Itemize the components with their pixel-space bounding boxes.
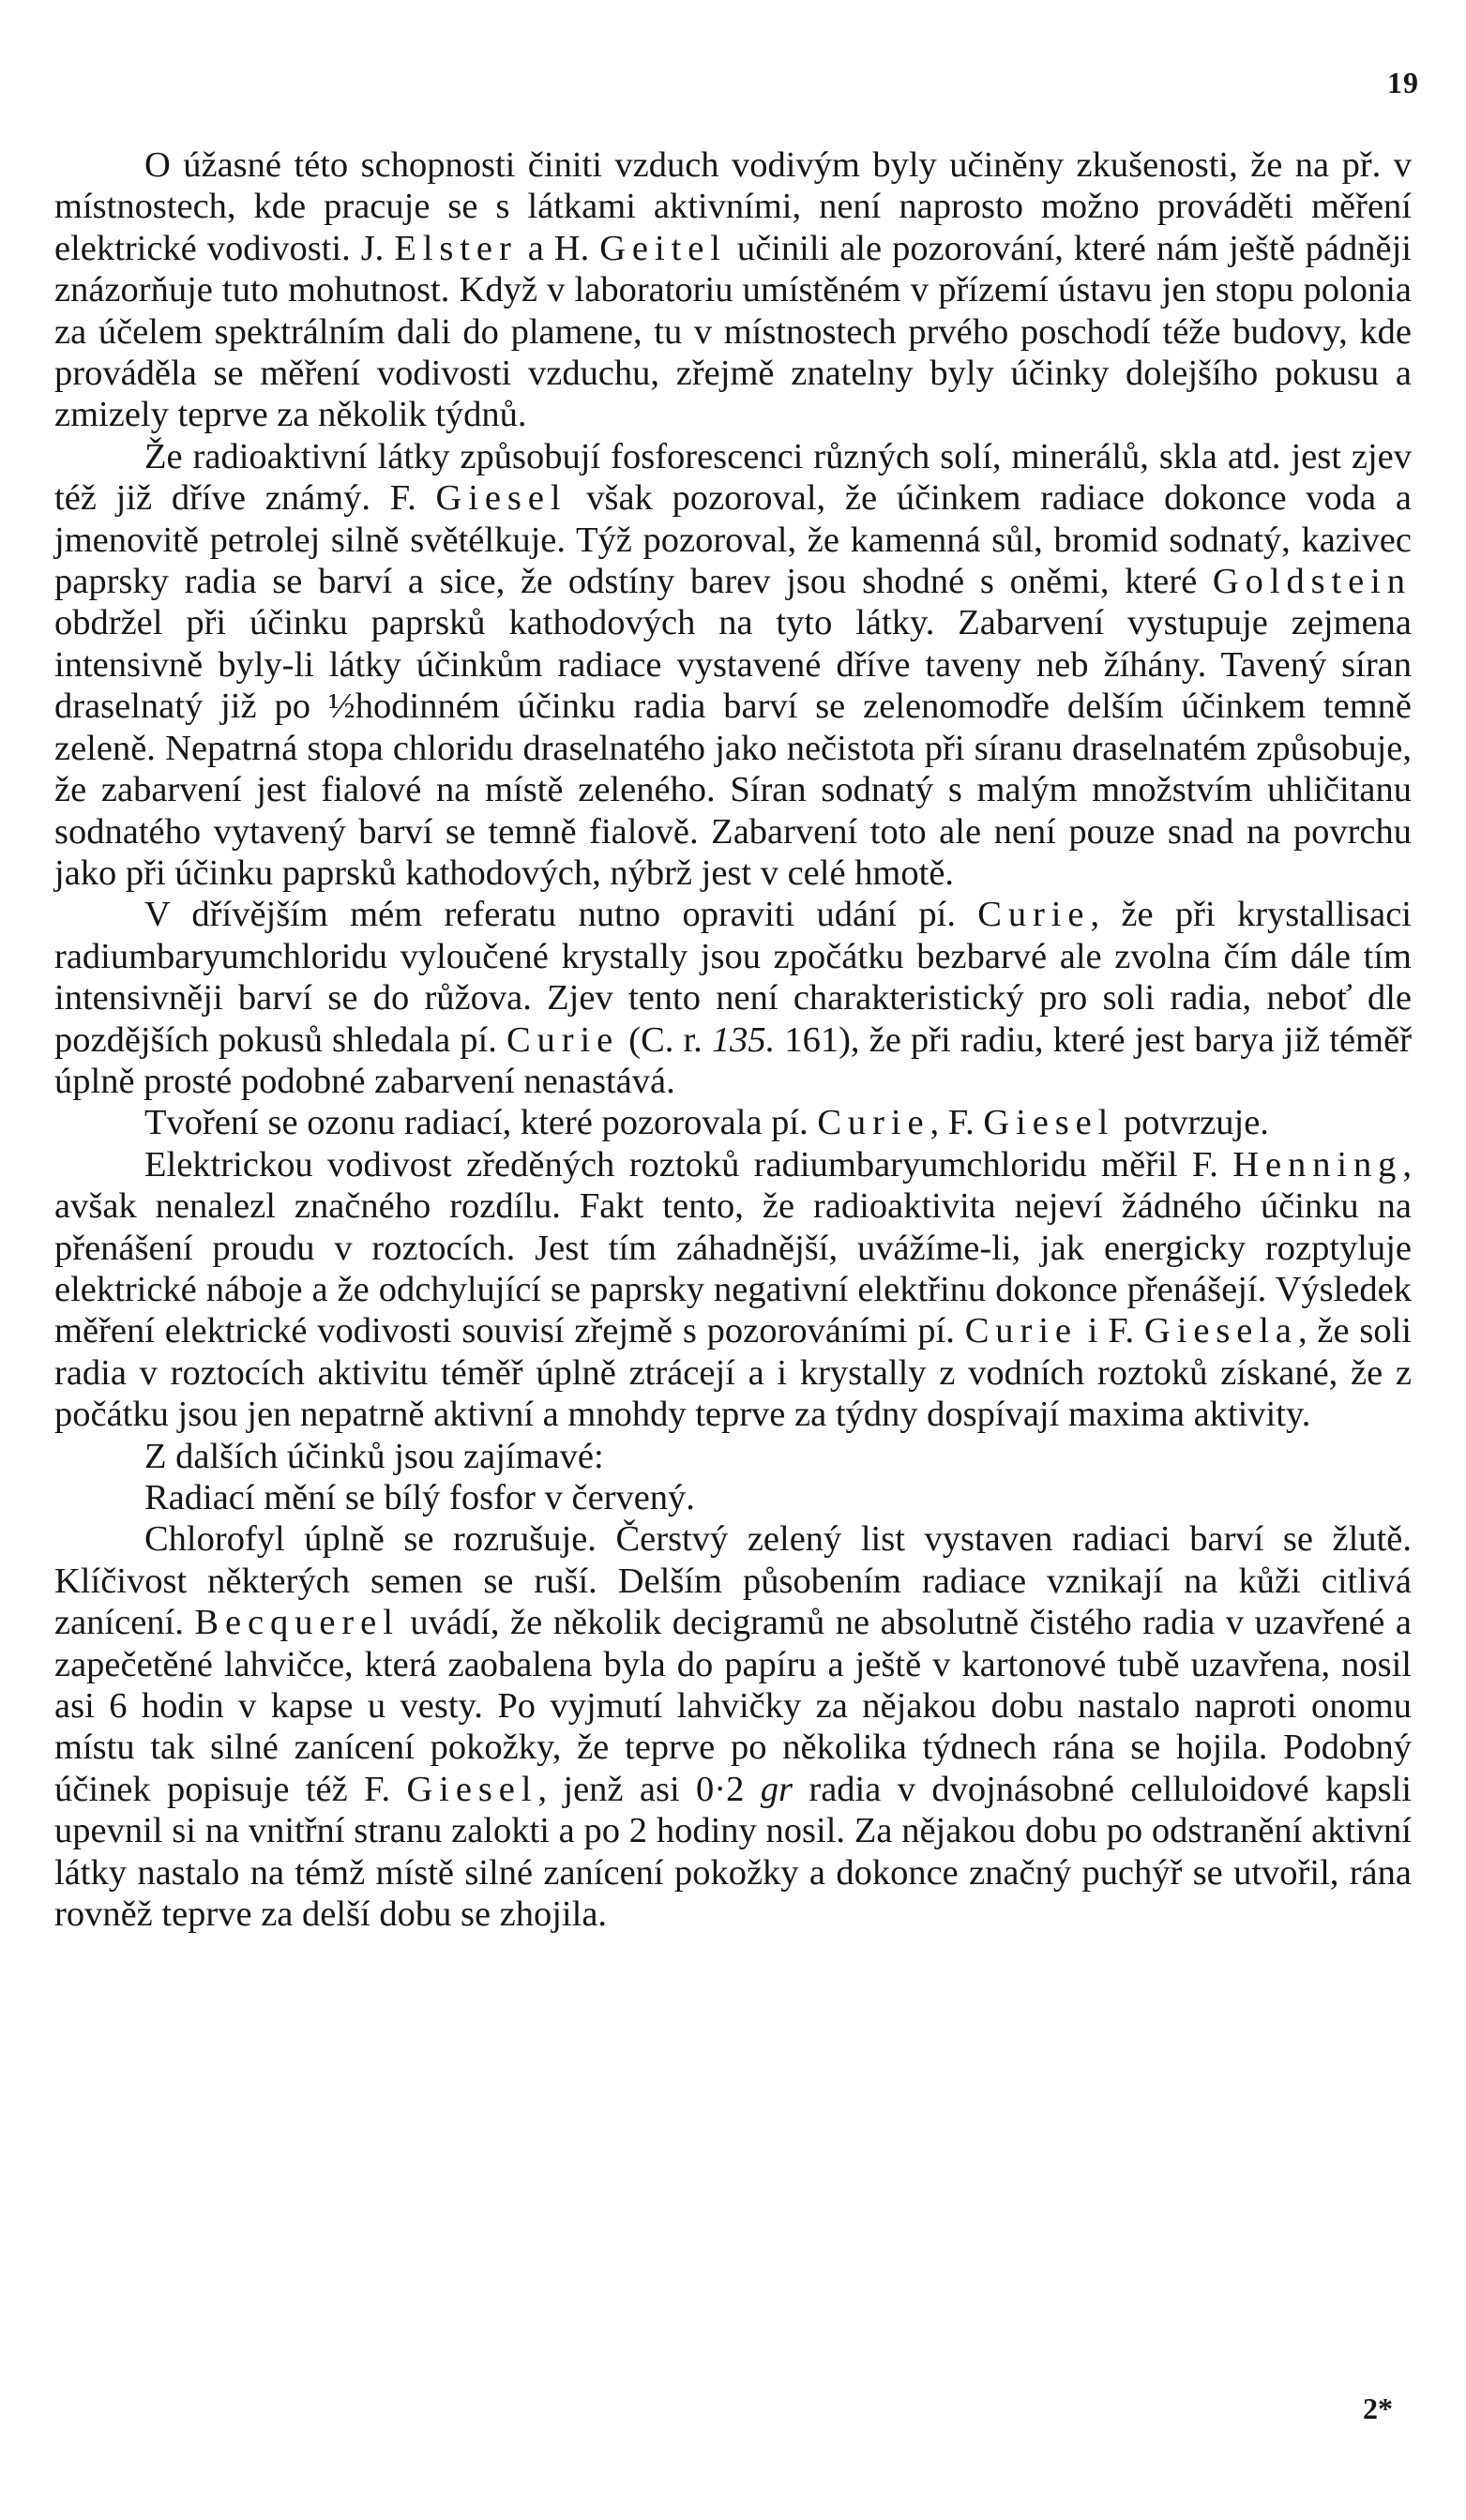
- paragraph-6: [54, 1436, 1412, 1477]
- paragraph-7: [54, 1477, 1412, 1518]
- text-run: hodinném účinku radia barví se zelenomodře delším účinkem temně zeleně. Nepatrná stopa chloridu draselnatého jako nečistota při síranu draselnatém způsobuje, že zabarvení jest fialové na místě zeleného. Síran sodnatý s malým množstvím uhličitanu sodnatého vytavený barví se temně fialově. Zabarvení toto ale není pouze snad na povrchu jako při účinku paprsků kathodových, nýbrž jest v celé hmotě.: [54, 687, 1412, 893]
- text-run: Tvoření se ozonu radiací, které pozorovala pí.: [144, 1103, 818, 1143]
- author-name: Giesel: [435, 478, 567, 519]
- text-run: , F.: [929, 1103, 984, 1143]
- text-run: Radiací mění se bílý fosfor v červený.: [144, 1478, 695, 1517]
- page-number: 19: [1387, 66, 1419, 99]
- volume-number: 135.: [711, 1019, 776, 1060]
- unit: gr: [760, 1769, 793, 1809]
- text-run: uvádí, že několik decigramů ne absolutně čistého radia v uzavřené a zapečetěné lahvičce, která zaobalena byla do papíru a ještě v kartonové tubě uzavřena, nosil asi 6 hodin v kapse u vesty. Po vyjmutí lahvičky za nějakou dobu nastalo naproti onomu místu tak silné zanícení pokožky, že teprve po několika týdnech rána se hojila. Podobný účinek popisuje též F.: [54, 1603, 1412, 1809]
- paragraph-8: [54, 1518, 1412, 1935]
- text-run: , avšak nenalezl značného rozdílu. Fakt tento, že radioaktivita nejeví žádného účinku na přenášení proudu v roztocích. Jest tím záhadnější, uvážíme-li, jak energicky rozptyluje elektrické náboje a že odchylující se paprsky negativní elektřinu dokonce přenášejí. Výsledek měření elektrické vodivosti souvisí zřejmě s pozorováními pí.: [54, 1144, 1412, 1351]
- text-run: Chlorofyl úplně se rozrušuje. Čerstvý zelený list vystaven radiaci barví se žlutě. Klíčivost některých semen se ruší. Delším působením radiace vznikají na kůži citlivá zanícení.: [54, 1519, 1412, 1643]
- paragraph-2: [54, 436, 1412, 894]
- text-run: učinili ale pozorování, které nám ještě pádněji znázorňuje tuto mohutnost. Když v laboratoriu umístěném v přízemí ústavu jen stopu polonia za účelem spektrálním dali do plamene, tu v místnostech prvého poschodí téže budovy, kde prováděla se měření vodivosti vzduchu, zřejmě znatelny byly účinky dolejšího pokusu a zmizely teprve za několik týdnů.: [54, 228, 1412, 435]
- text-run: obdržel při účinku paprsků kathodových na tyto látky. Zabarvení vystupuje zejmena intensivně byly-li látky účinkům radiace vystavené dříve taveny neb žíhány. Tavený síran draselnatý již po: [54, 603, 1412, 727]
- author-name: Giesel: [406, 1769, 538, 1809]
- author-name: Curie: [506, 1019, 620, 1060]
- signature-mark: 2*: [1363, 2392, 1393, 2425]
- author-name: Curie: [964, 1311, 1078, 1351]
- text-run: , že při krystallisaci radiumbaryumchloridu vyloučené krystally jsou zpočátku bezbarvé ale zvolna čím dále tím intensivněji barví se do růžova. Zjev tento není charakteristický pro soli radia, neboť dle pozdějších pokusů shledala pí.: [54, 895, 1412, 1060]
- text-run: Z dalších účinků jsou zajímavé:: [144, 1436, 604, 1476]
- author-name: Henning: [1232, 1144, 1403, 1185]
- text-run: , jenž asi 0·2: [537, 1769, 761, 1809]
- text-run: Elektrickou vodivost zředěných roztoků radiumbaryumchloridu měřil F.: [144, 1144, 1233, 1185]
- author-name: Elster: [394, 228, 518, 268]
- paragraph-3: [54, 894, 1412, 1102]
- paragraph-1: [54, 144, 1412, 436]
- author-name: Curie: [977, 895, 1091, 935]
- paragraph-5: [54, 1144, 1412, 1436]
- text-run: potvrzuje.: [1114, 1103, 1269, 1143]
- author-name: Curie: [817, 1103, 930, 1143]
- text-run: V dřívějším mém referatu nutno opraviti udání pí.: [144, 895, 978, 935]
- author-name: Geitel: [599, 228, 727, 268]
- text-run: a H.: [517, 228, 600, 268]
- fraction: ½: [327, 687, 355, 727]
- text-run: (C. r.: [619, 1019, 712, 1060]
- text-run: , že soli radia v roztocích aktivitu téměř úplně ztrácejí a i krystally z vodních roztoků získané, že z počátku jsou jen nepatrně aktivní a mnohdy teprve za týdny dospívají maxima aktivity.: [54, 1311, 1413, 1435]
- author-name: Giesel: [983, 1103, 1115, 1143]
- author-name: Goldstein: [1212, 562, 1412, 602]
- text-run: radia v dvojnásobné celluloidové kapsli upevnil si na vnitřní stranu zalokti a po 2 hodiny nosil. Za nějakou dobu po odstranění aktivní látky nastalo na témž místě silné zanícení pokožky a dokonce značný puchýř se utvořil, rána rovněž teprve za delší dobu se zhojila.: [54, 1769, 1412, 1935]
- text-run: O úžasné této schopnosti činiti vzduch vodivým byly učiněny zkušenosti, že na př. v místnostech, kde pracuje se s látkami aktivními, není naprosto možno prováděti měření elektrické vodivosti. J.: [54, 145, 1412, 268]
- author-name: Becquerel: [194, 1603, 400, 1643]
- text-run: však pozoroval, že účinkem radiace dokonce voda a jmenovitě petrolej silně světélkuje. Týž pozoroval, že kamenná sůl, bromid sodnatý, kazivec paprsky radia se barví a sice, že odstíny barev jsou shodné s oněmi, které: [54, 478, 1412, 602]
- author-name: Giesela: [1143, 1311, 1298, 1351]
- text-run: i F.: [1077, 1311, 1144, 1351]
- body-text: [54, 144, 1412, 1935]
- paragraph-4: [54, 1102, 1412, 1143]
- text-run: Že radioaktivní látky způsobují fosforescenci různých solí, minerálů, skla atd. jest zjev též již dříve známý. F.: [54, 436, 1412, 519]
- text-run: 161), že při radiu, které jest barya již téměř úplně prosté podobné zabarvení nenastává.: [54, 1019, 1412, 1101]
